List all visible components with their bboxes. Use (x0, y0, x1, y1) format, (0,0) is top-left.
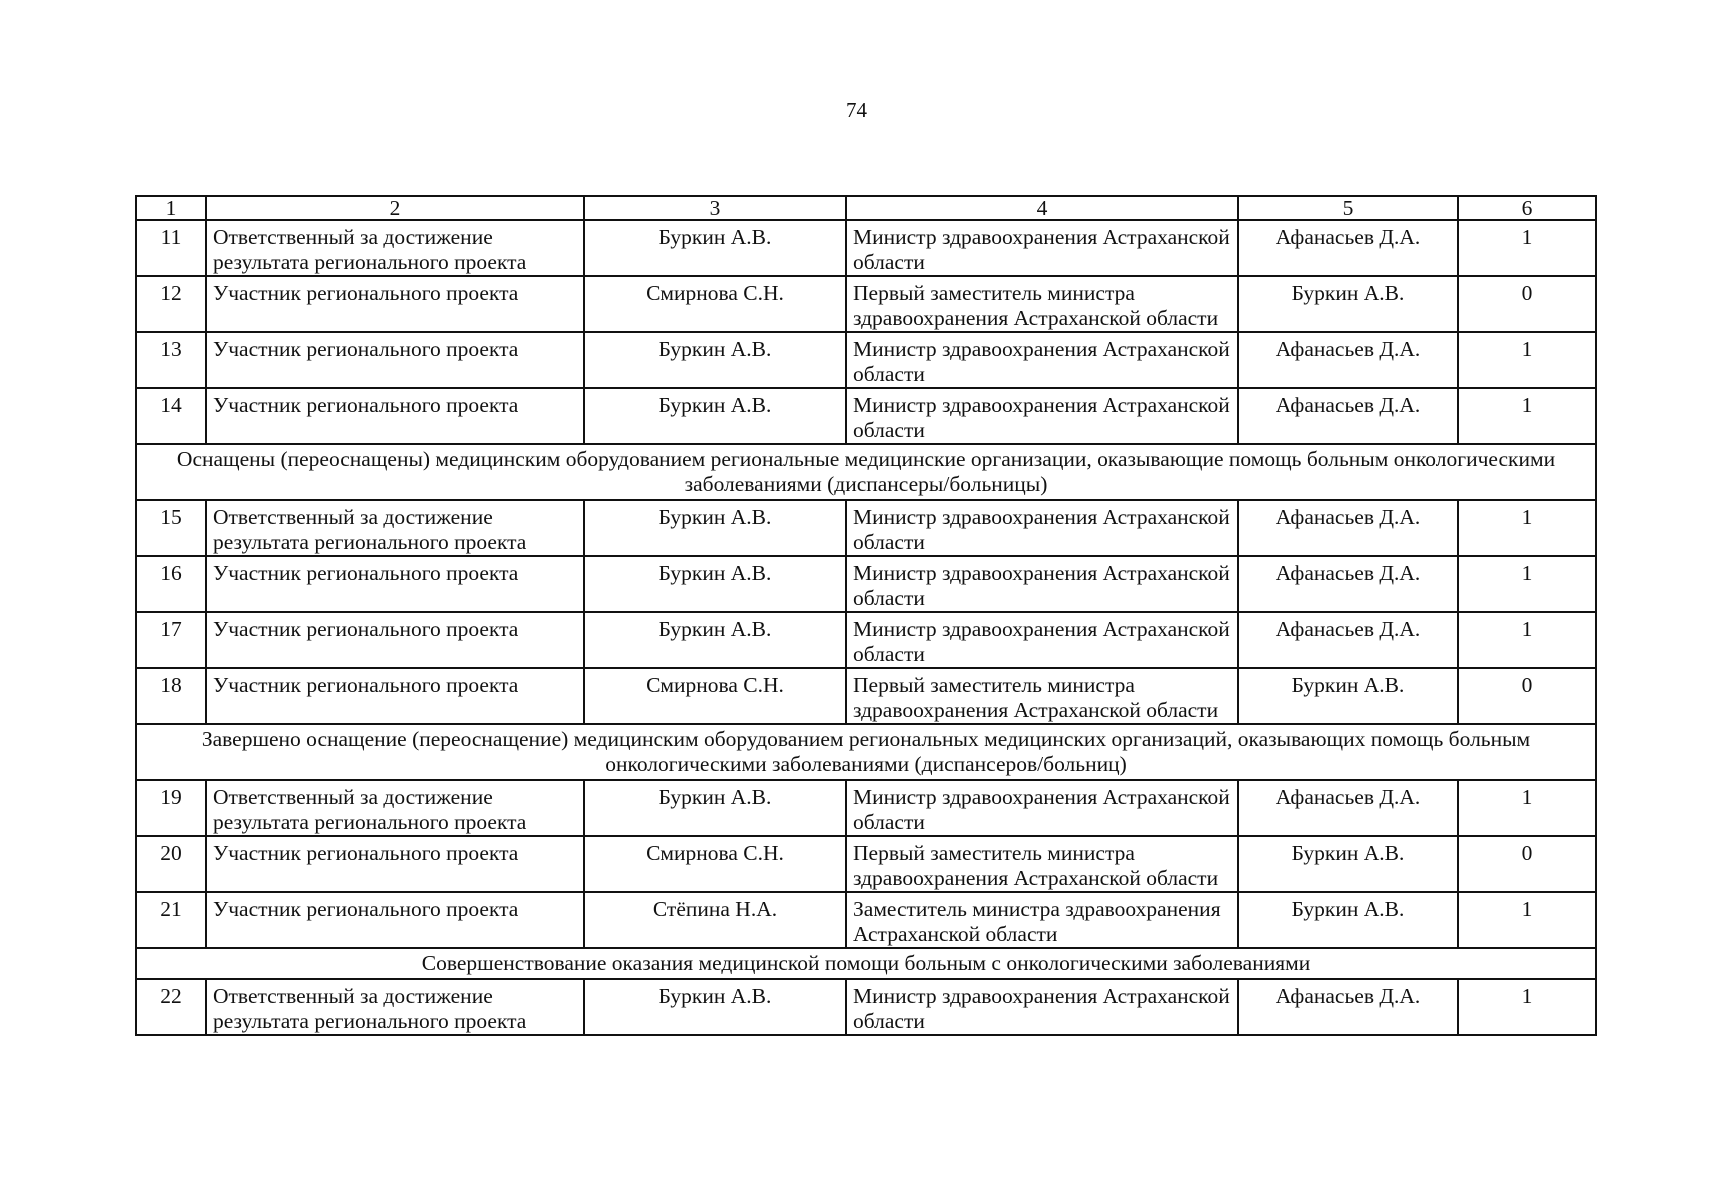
table-row (136, 668, 1596, 724)
column-number-row (136, 196, 1596, 220)
role-cell: Ответственный за достижение результата регионального проекта (206, 780, 584, 836)
responsible-person-cell: Буркин А.В. (584, 388, 846, 444)
table-row (136, 220, 1596, 276)
page-number: 74 (846, 98, 867, 122)
value-cell: 0 (1458, 668, 1596, 724)
section-header-row (136, 444, 1596, 500)
section-title: Оснащены (переоснащены) медицинским оборудованием региональные медицинские организации, оказывающие помощь больным онкологическими заболеваниями (диспансеры/больницы) (136, 444, 1596, 500)
position-cell: Первый заместитель министра здравоохранения Астраханской области (846, 276, 1238, 332)
responsible-person-cell: Буркин А.В. (584, 332, 846, 388)
role-cell: Ответственный за достижение результата регионального проекта (206, 979, 584, 1035)
position-cell: Заместитель министра здравоохранения Астраханской области (846, 892, 1238, 948)
value-cell: 1 (1458, 500, 1596, 556)
supervisor-cell: Афанасьев Д.А. (1238, 556, 1458, 612)
position-cell: Первый заместитель министра здравоохранения Астраханской области (846, 836, 1238, 892)
value-cell: 1 (1458, 780, 1596, 836)
row-number-cell: 21 (136, 892, 206, 948)
value-cell: 1 (1458, 332, 1596, 388)
responsible-person-cell: Стёпина Н.А. (584, 892, 846, 948)
row-number-cell: 20 (136, 836, 206, 892)
value-cell: 1 (1458, 220, 1596, 276)
section-title: Совершенствование оказания медицинской помощи больным с онкологическими заболеваниями (136, 948, 1596, 979)
row-number-cell: 11 (136, 220, 206, 276)
responsibility-table-container (135, 195, 1597, 1036)
supervisor-cell: Афанасьев Д.А. (1238, 979, 1458, 1035)
value-cell: 0 (1458, 836, 1596, 892)
column-number-cell: 5 (1238, 196, 1458, 220)
supervisor-cell: Афанасьев Д.А. (1238, 500, 1458, 556)
position-cell: Министр здравоохранения Астраханской области (846, 388, 1238, 444)
table-row (136, 500, 1596, 556)
responsible-person-cell: Смирнова С.Н. (584, 276, 846, 332)
row-number-cell: 12 (136, 276, 206, 332)
table-row (136, 979, 1596, 1035)
section-header-row (136, 948, 1596, 979)
responsible-person-cell: Буркин А.В. (584, 556, 846, 612)
row-number-cell: 13 (136, 332, 206, 388)
value-cell: 1 (1458, 892, 1596, 948)
row-number-cell: 18 (136, 668, 206, 724)
row-number-cell: 14 (136, 388, 206, 444)
value-cell: 1 (1458, 388, 1596, 444)
responsible-person-cell: Буркин А.В. (584, 500, 846, 556)
responsibility-table (135, 195, 1597, 1036)
responsible-person-cell: Буркин А.В. (584, 612, 846, 668)
column-number-cell: 6 (1458, 196, 1596, 220)
table-row (136, 780, 1596, 836)
table-row (136, 332, 1596, 388)
role-cell: Ответственный за достижение результата регионального проекта (206, 220, 584, 276)
supervisor-cell: Афанасьев Д.А. (1238, 220, 1458, 276)
column-number-cell: 2 (206, 196, 584, 220)
position-cell: Министр здравоохранения Астраханской области (846, 500, 1238, 556)
responsible-person-cell: Смирнова С.Н. (584, 668, 846, 724)
role-cell: Участник регионального проекта (206, 276, 584, 332)
table-row (136, 892, 1596, 948)
supervisor-cell: Афанасьев Д.А. (1238, 388, 1458, 444)
responsible-person-cell: Смирнова С.Н. (584, 836, 846, 892)
section-title: Завершено оснащение (переоснащение) медицинским оборудованием региональных медицинских организаций, оказывающих помощь больным онкологическими заболеваниями (диспансеров/больниц) (136, 724, 1596, 780)
position-cell: Министр здравоохранения Астраханской области (846, 332, 1238, 388)
role-cell: Участник регионального проекта (206, 388, 584, 444)
supervisor-cell: Афанасьев Д.А. (1238, 332, 1458, 388)
position-cell: Министр здравоохранения Астраханской области (846, 556, 1238, 612)
table-row (136, 388, 1596, 444)
supervisor-cell: Афанасьев Д.А. (1238, 612, 1458, 668)
role-cell: Участник регионального проекта (206, 892, 584, 948)
section-header-row (136, 724, 1596, 780)
value-cell: 1 (1458, 556, 1596, 612)
table-body (136, 196, 1596, 1035)
table-row (136, 556, 1596, 612)
value-cell: 1 (1458, 979, 1596, 1035)
supervisor-cell: Буркин А.В. (1238, 668, 1458, 724)
role-cell: Ответственный за достижение результата регионального проекта (206, 500, 584, 556)
row-number-cell: 16 (136, 556, 206, 612)
position-cell: Министр здравоохранения Астраханской области (846, 612, 1238, 668)
supervisor-cell: Буркин А.В. (1238, 892, 1458, 948)
role-cell: Участник регионального проекта (206, 668, 584, 724)
position-cell: Министр здравоохранения Астраханской области (846, 979, 1238, 1035)
row-number-cell: 15 (136, 500, 206, 556)
supervisor-cell: Буркин А.В. (1238, 836, 1458, 892)
position-cell: Министр здравоохранения Астраханской области (846, 780, 1238, 836)
role-cell: Участник регионального проекта (206, 332, 584, 388)
table-row (136, 612, 1596, 668)
responsible-person-cell: Буркин А.В. (584, 979, 846, 1035)
role-cell: Участник регионального проекта (206, 836, 584, 892)
responsible-person-cell: Буркин А.В. (584, 220, 846, 276)
responsible-person-cell: Буркин А.В. (584, 780, 846, 836)
position-cell: Первый заместитель министра здравоохранения Астраханской области (846, 668, 1238, 724)
position-cell: Министр здравоохранения Астраханской области (846, 220, 1238, 276)
column-number-cell: 3 (584, 196, 846, 220)
role-cell: Участник регионального проекта (206, 612, 584, 668)
supervisor-cell: Афанасьев Д.А. (1238, 780, 1458, 836)
row-number-cell: 17 (136, 612, 206, 668)
value-cell: 1 (1458, 612, 1596, 668)
column-number-cell: 1 (136, 196, 206, 220)
row-number-cell: 22 (136, 979, 206, 1035)
table-row (136, 836, 1596, 892)
value-cell: 0 (1458, 276, 1596, 332)
column-number-cell: 4 (846, 196, 1238, 220)
table-row (136, 276, 1596, 332)
role-cell: Участник регионального проекта (206, 556, 584, 612)
row-number-cell: 19 (136, 780, 206, 836)
supervisor-cell: Буркин А.В. (1238, 276, 1458, 332)
